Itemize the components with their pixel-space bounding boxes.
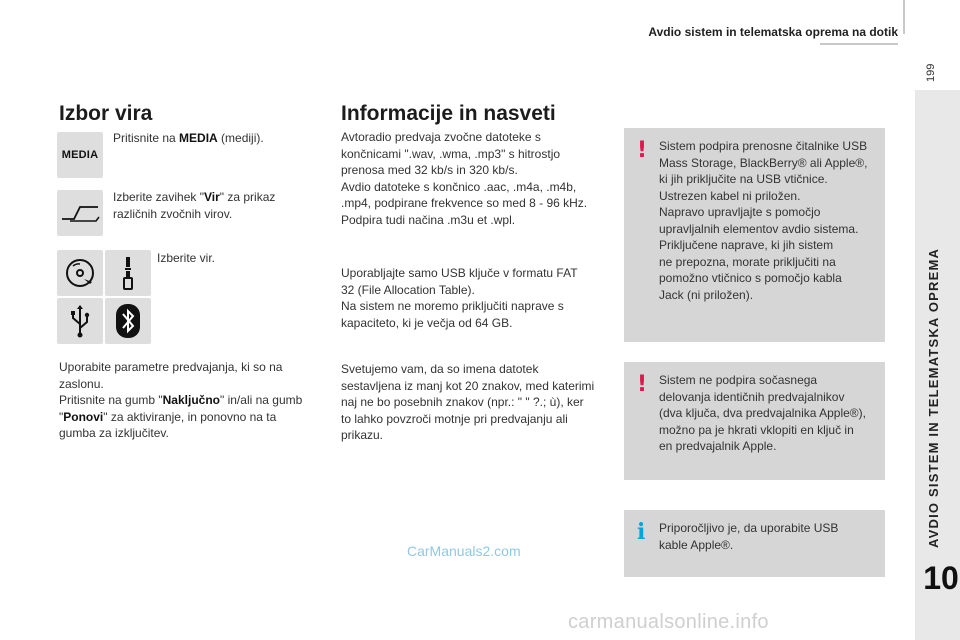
page-number: 199 xyxy=(925,63,937,82)
warning-note-supported-devices xyxy=(624,128,885,342)
usb-format-text: Uporabljajte samo USB ključe v formatu FAT 32 (File Allocation Table). Na sistem ne moremo priključiti naprave s kapaciteto, ki je večja od 64 GB. xyxy=(341,266,578,330)
running-header: Avdio sistem in telematska oprema na dotik xyxy=(648,25,898,39)
header-rule xyxy=(820,43,898,45)
cd-source-icon xyxy=(57,250,103,296)
warning-note-text: Sistem podpira prenosne čitalnike USB Mass Storage, BlackBerry® ali Apple®, ki jih priključite na USB vtičnice. Ustrezen kabel ni priložen. Napravo upravljajte s pomočjo upravljalnih elementov avdio sistema. Priključene naprave, ki jih sistem ne prepozna, morate priključiti na pomožno vtičnico s pomočjo kabla Jack (ni priložen). xyxy=(659,139,868,302)
file-format-text: Avtoradio predvaja zvočne datoteke s končnicami ".wav, .wma, .mp3" s hitrostjo prenosa med 32 kb/s in 320 kb/s. Avdio datoteke s končnico .aac, .m4a, .m4b, .mp4, podpirane frekvence so med 8 - 96 kHz. Podpira tudi načina .m3u et .wpl. xyxy=(341,130,588,227)
tab-icon xyxy=(57,190,103,236)
step-select-tab: Izberite zavihek "Vir" za prikaz različnih zvočnih virov. xyxy=(113,190,276,221)
usb-source-icon xyxy=(57,298,103,344)
warning-note-text: Sistem ne podpira sočasnega delovanja identičnih predvajalnikov (dva ključa, dva predvajalnika Apple®), možno pa je hkrati vklopiti en ključ in en predvajalnik Apple. xyxy=(659,373,866,453)
chapter-number: 10 xyxy=(923,560,959,596)
header-divider xyxy=(903,0,905,34)
warning-icon: ! xyxy=(637,372,648,397)
usb-icon xyxy=(69,304,91,338)
media-button-icon xyxy=(57,132,103,178)
aux-jack-icon xyxy=(119,255,137,291)
step-select-source: Izberite vir. xyxy=(157,251,216,265)
bluetooth-source-icon xyxy=(105,298,151,344)
section-heading-info: Informacije in nasveti xyxy=(341,102,556,125)
info-note-apple-cable xyxy=(624,510,885,577)
tab-shape-icon xyxy=(60,203,100,223)
bluetooth-icon xyxy=(115,303,141,339)
jack-source-icon xyxy=(105,250,151,296)
watermark: CarManuals2.com xyxy=(407,543,521,559)
disc-icon xyxy=(64,257,96,289)
media-icon-label: MEDIA xyxy=(61,149,99,161)
warning-note-identical-players xyxy=(624,362,885,480)
footer-watermark: carmanualsonline.info xyxy=(568,611,769,633)
file-name-advice-text: Svetujemo vam, da so imena datotek sestavljena iz manj kot 20 znakov, med katerimi naj ne bo posebnih znakov (npr.: " " ?.; ù), ker to lahko povzroči motnje pri predvajanju ali prikazu. xyxy=(341,362,595,442)
chapter-side-label: AVDIO SISTEM IN TELEMATSKA OPREMA xyxy=(926,247,941,548)
warning-icon: ! xyxy=(637,138,648,163)
info-note-text: Priporočljivo je, da uporabite USB kable Apple®. xyxy=(659,521,839,552)
playback-parameters-text: Uporabite parametre predvajanja, ki so na zaslonu. Pritisnite na gumb "Naključno" in/ali na gumb "Ponovi" za aktiviranje, in ponovno na ta gumba za izključitev. xyxy=(59,360,303,440)
info-icon: i xyxy=(637,519,646,545)
section-heading-source: Izbor vira xyxy=(59,102,153,125)
step-press-media: Pritisnite na MEDIA (mediji). xyxy=(113,131,264,145)
